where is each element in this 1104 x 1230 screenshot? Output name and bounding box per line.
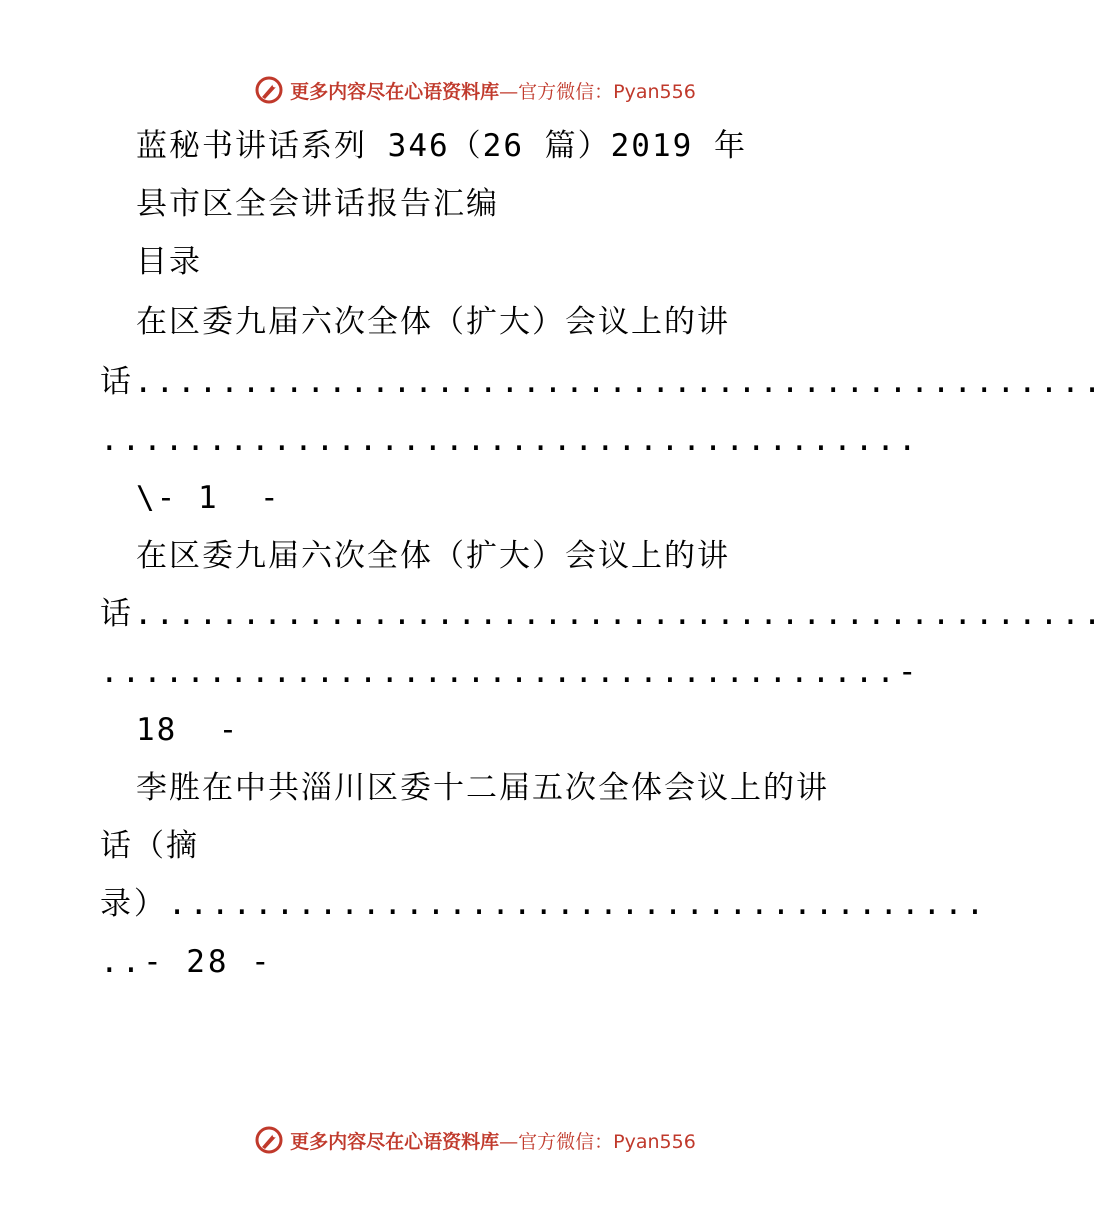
toc-entry-2-page: 18 - xyxy=(136,712,240,748)
toc-heading: 目录 xyxy=(136,244,202,280)
toc-entry-1-leader-cont: ...................................... xyxy=(100,422,920,458)
toc-entry-3-leader: 录）...................................... xyxy=(100,886,988,922)
toc-entry-1-leader: 话............................................. xyxy=(100,364,1104,400)
toc-entry-2-leader: 话............................................. xyxy=(100,596,1104,632)
doc-title-line-2: 县市区全会讲话报告汇编 xyxy=(136,186,499,222)
header-watermark-text: 更多内容尽在心语资料库—官方微信：Pyan556 xyxy=(290,80,696,103)
toc-entry-3-title: 李胜在中共淄川区委十二届五次全体会议上的讲 xyxy=(136,770,829,806)
doc-title-line-1: 蓝秘书讲话系列 346（26 篇）2019 年 xyxy=(136,128,747,164)
toc-entry-1-page: \- 1 - xyxy=(136,480,281,516)
pen-logo-icon xyxy=(254,1125,284,1155)
toc-entry-2-title: 在区委九届六次全体（扩大）会议上的讲 xyxy=(136,538,730,574)
toc-entry-2-leader-cont: .....................................- xyxy=(100,654,920,690)
pen-logo-icon xyxy=(254,75,284,105)
header-watermark xyxy=(0,70,950,110)
footer-watermark-text: 更多内容尽在心语资料库—官方微信：Pyan556 xyxy=(290,1130,696,1153)
toc-entry-3-title-cont: 话（摘 xyxy=(100,828,199,864)
toc-entry-3-page: ..- 28 - xyxy=(100,944,273,980)
toc-entry-1-title: 在区委九届六次全体（扩大）会议上的讲 xyxy=(136,304,730,340)
footer-watermark xyxy=(0,1120,950,1160)
